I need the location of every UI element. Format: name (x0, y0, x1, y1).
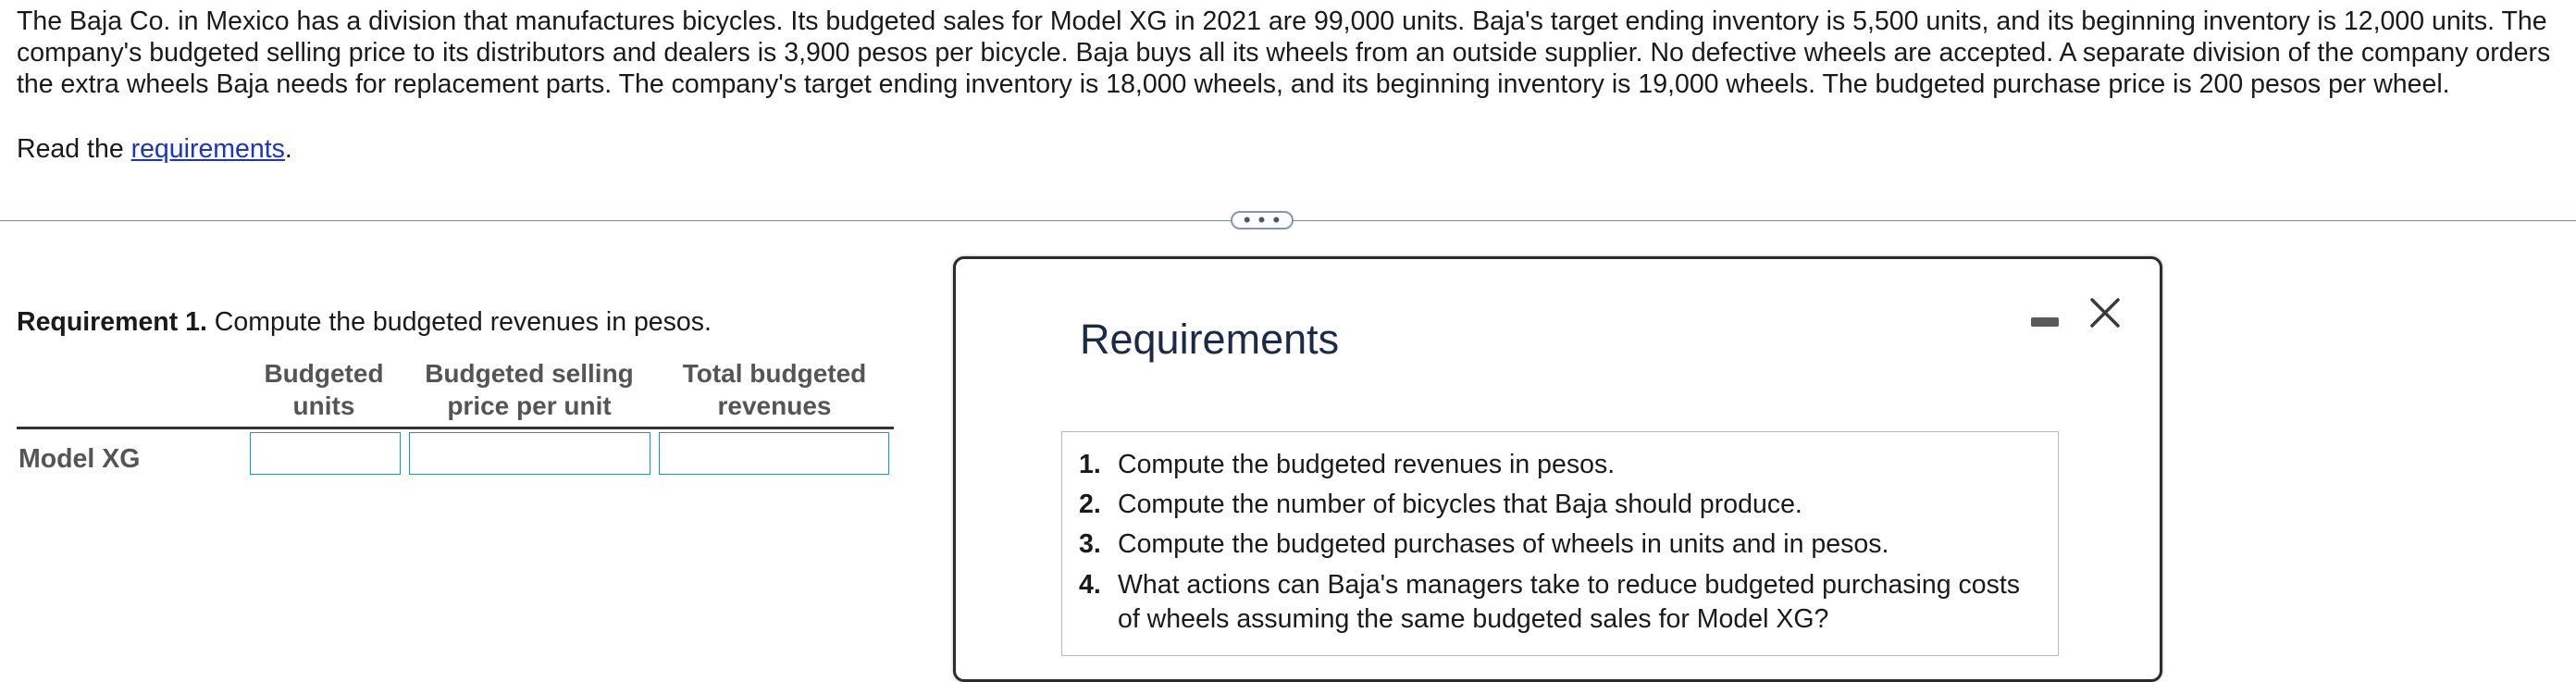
requirements-list (1079, 445, 2041, 637)
column-header-line: Budgeted (264, 359, 384, 388)
column-header-total-revenues (659, 357, 890, 422)
expand-ellipsis-button[interactable]: • • • (1231, 211, 1294, 229)
requirement-item (1079, 485, 2041, 525)
requirement-1-text: Compute the budgeted revenues in pesos. (206, 307, 712, 337)
requirement-number: 1. (1079, 450, 1101, 479)
requirement-1-label: Requirement 1. (17, 307, 207, 337)
column-header-line: Budgeted selling (425, 359, 634, 388)
total-revenues-input[interactable] (659, 432, 889, 475)
requirement-text: What actions can Baja's managers take to reduce budgeted purchasing costs of wheels assuming the same budgeted sales for Model XG? (1118, 570, 2021, 634)
requirement-text: Compute the budgeted revenues in pesos. (1118, 450, 1616, 479)
read-prefix: Read the (17, 134, 131, 164)
column-header-line: units (292, 391, 355, 420)
minimize-icon[interactable] (2027, 302, 2064, 335)
requirements-dialog (953, 256, 2162, 682)
budgeted-units-input[interactable] (250, 432, 401, 475)
row-label-model-xg: Model XG (19, 444, 141, 474)
requirement-1-title (17, 305, 712, 339)
read-suffix: . (284, 134, 292, 164)
selling-price-input[interactable] (409, 432, 650, 475)
problem-statement: The Baja Co. in Mexico has a division that manufactures bicycles. Its budgeted sales for Model XG in 2021 are 99,000 units. Baja's target ending inventory is 5,500 units, and its beginning inventory is 12,000 units. The company's budgeted selling price to its distributors and dealers is 3,900 pesos per bicycle. Baja buys all its wheels from an outside supplier. No defective wheels are accepted. A separate division of the company orders the extra wheels Baja needs for replacement parts. The company's target ending inventory is 18,000 wheels, and its beginning inventory is 19,000 wheels. The budgeted purchase price is 200 pesos per wheel. (17, 6, 2551, 99)
requirement-item (1079, 525, 2041, 564)
requirement-item (1079, 445, 2041, 485)
column-header-line: Total budgeted (682, 359, 867, 388)
requirements-link[interactable]: requirements (130, 134, 285, 164)
requirement-item (1079, 568, 2041, 637)
requirement-number: 4. (1079, 570, 1101, 600)
read-requirements-line (17, 132, 292, 166)
close-icon[interactable] (2085, 289, 2125, 335)
requirement-text: Compute the number of bicycles that Baja should produce. (1118, 490, 1802, 519)
requirement-number: 2. (1079, 490, 1101, 519)
column-header-selling-price (409, 357, 650, 422)
column-header-budgeted-units (250, 357, 398, 422)
requirements-list-box (1061, 431, 2059, 656)
requirement-number: 3. (1079, 529, 1101, 559)
table-header-rule (17, 427, 894, 429)
requirement-text: Compute the budgeted purchases of wheels in units and in pesos. (1118, 529, 1889, 559)
column-header-line: revenues (717, 391, 832, 420)
dialog-title: Requirements (1080, 316, 1340, 363)
column-header-line: price per unit (447, 391, 612, 420)
